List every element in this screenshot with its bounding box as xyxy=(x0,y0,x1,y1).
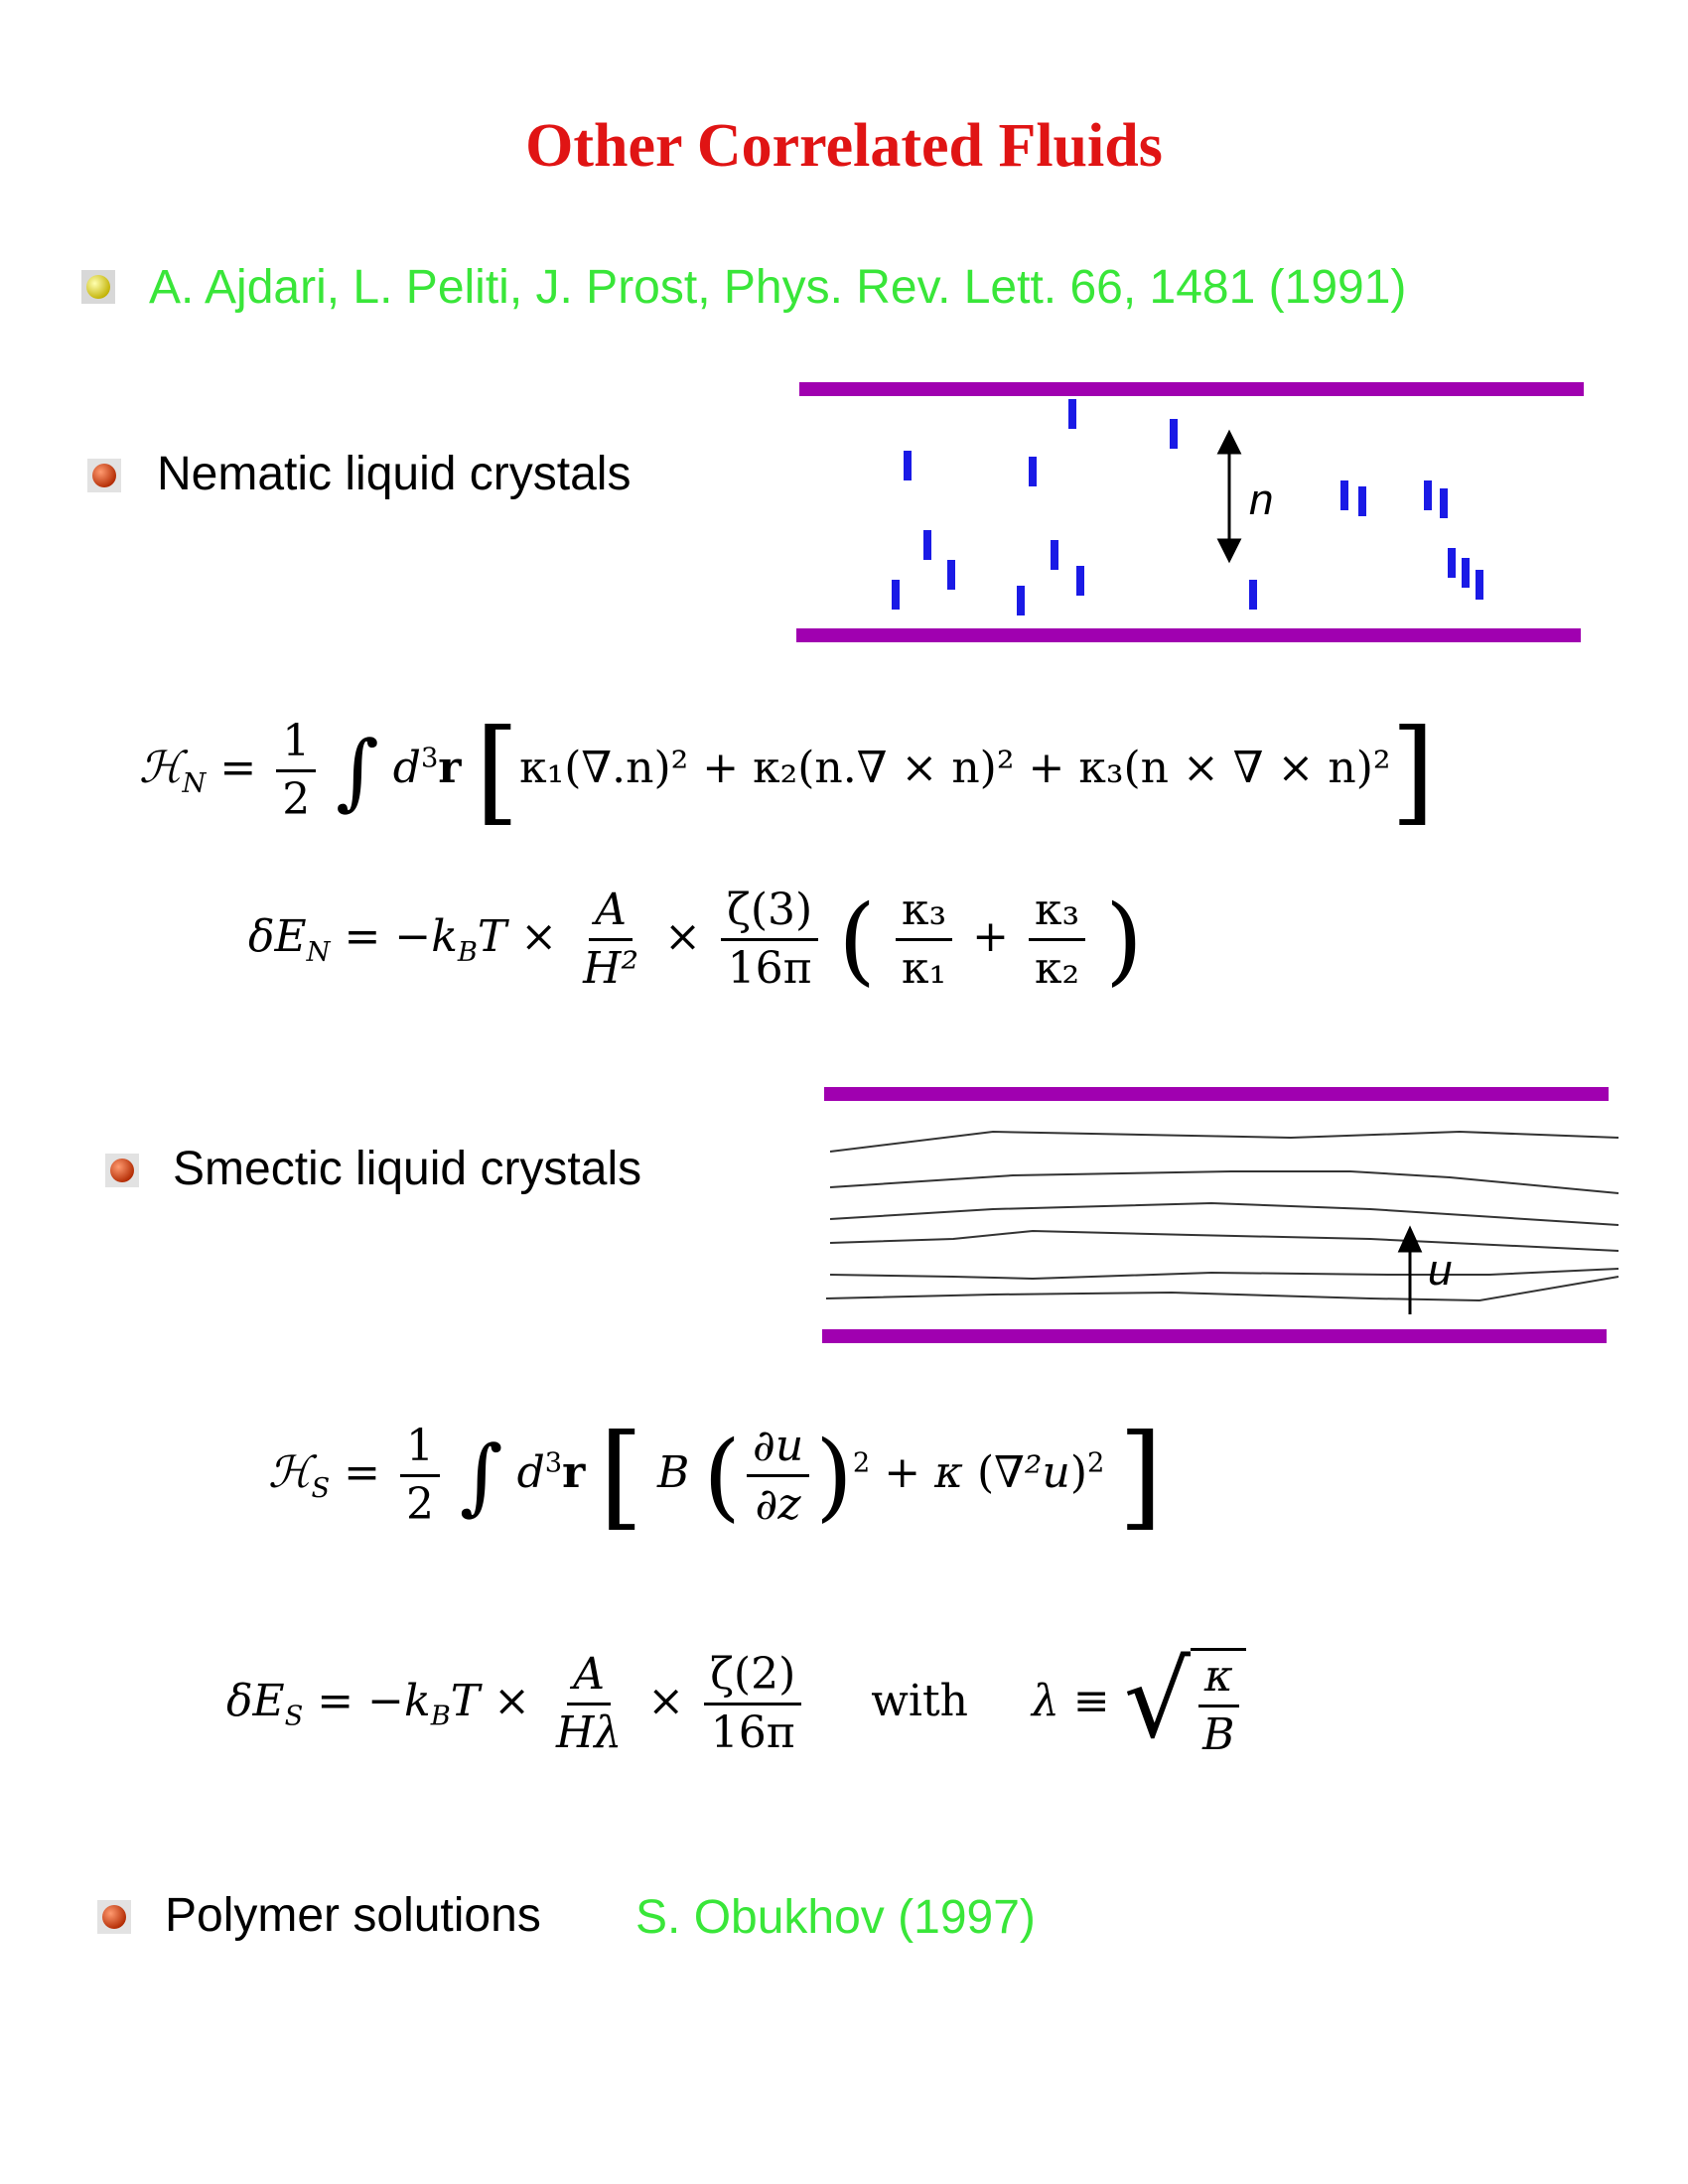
arrow-icon xyxy=(1400,1229,1420,1314)
page-title: Other Correlated Fluids xyxy=(525,112,1163,180)
reference-citation: A. Ajdari, L. Peliti, J. Prost, Phys. Rev. Lett. 66, 1481 (1991) xyxy=(149,261,1407,314)
displacement-label: u xyxy=(1428,1246,1453,1295)
equation-energy-smectic: $\delta E_S = -k_BT$ × $\frac{A}{H\lambda}$ × $\frac{\zeta(2)}{16\pi}$ with λ ≡ √ $\frac{\kappa}{B}$ xyxy=(226,1648,1246,1760)
polymer-reference: S. Obukhov (1997) xyxy=(635,1891,1036,1944)
red-ball-icon xyxy=(105,1154,139,1187)
red-ball-icon xyxy=(97,1900,131,1934)
director-molecules xyxy=(896,399,1479,615)
yellow-ball-icon xyxy=(81,270,115,304)
equation-hamiltonian-smectic: ℋ$_S$ = $\frac{1}{2}$ ∫ $d^3r$ [ B ( $\frac{\partial u}{\partial z}$ )$^2$ + κ $(\nabla^2u)^2$ ] xyxy=(268,1410,1164,1542)
arrow-icon xyxy=(1219,433,1239,560)
director-label: n xyxy=(1249,476,1274,524)
nematic-diagram xyxy=(794,375,1589,653)
item-polymer: Polymer solutions xyxy=(165,1889,541,1942)
item-smectic: Smectic liquid crystals xyxy=(173,1143,642,1195)
item-nematic: Nematic liquid crystals xyxy=(157,448,632,500)
equation-energy-nematic: $\delta E_N = -k_BT$ × $\frac{A}{\text{H²}}$ × $\frac{\zeta(3)}{16\pi}$ ( $\frac{\text{κ₃}}{\text{κ₁}}$ + $\frac{\text{κ₃}}{\text{κ₂}}$ ) xyxy=(248,884,1143,996)
red-ball-icon xyxy=(87,459,121,492)
equation-hamiltonian-nematic: ℋ$_N$ = $\frac{1}{2}$ ∫ $d^3r$ [κ₁(∇.n)² + κ₂(n.∇ × n)² + κ₃(n × ∇ × n)²] xyxy=(139,705,1436,837)
smectic-layers xyxy=(826,1132,1618,1300)
smectic-diagram xyxy=(814,1080,1628,1350)
